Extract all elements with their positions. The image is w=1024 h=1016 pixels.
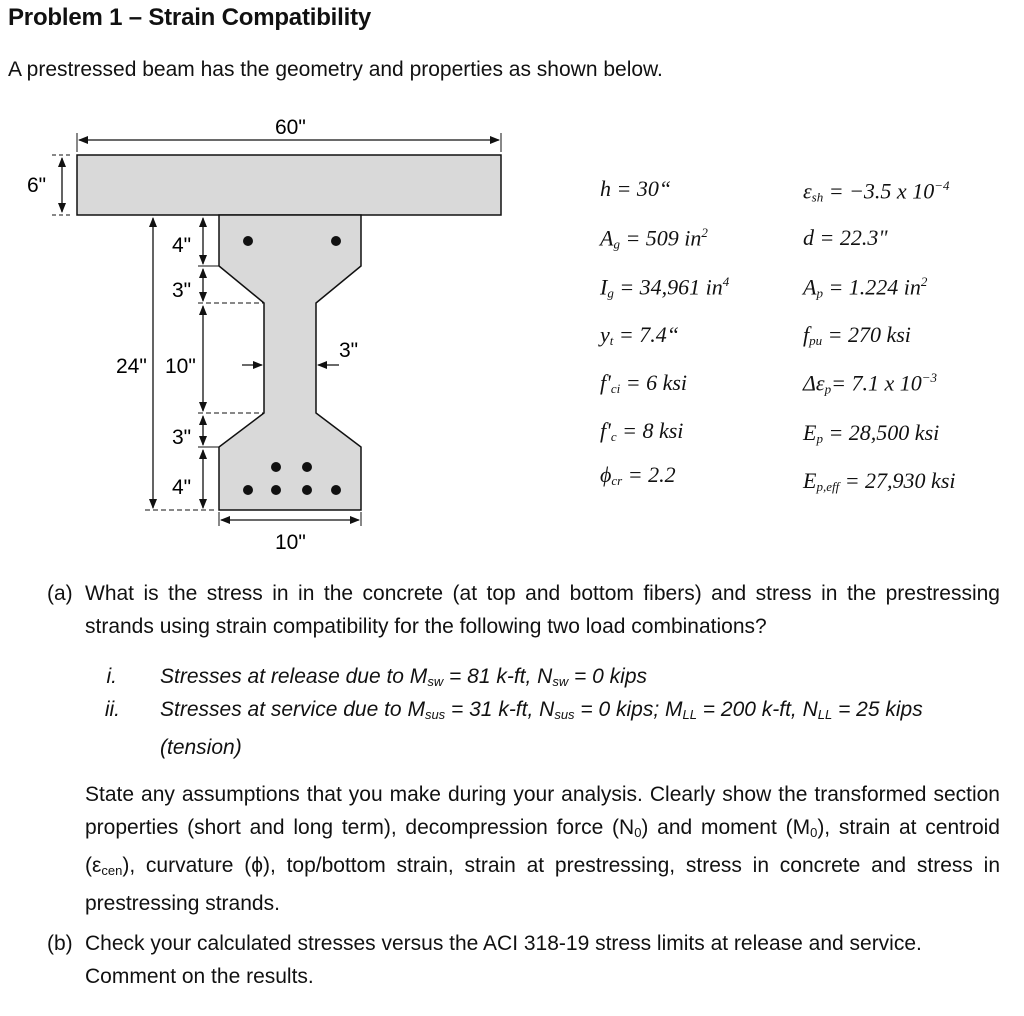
load-combination-item <box>0 693 1024 759</box>
dim-label-flange: 6" <box>27 174 47 197</box>
prop-Ig: $I_g = 34,961$ $in^4$ <box>600 274 730 301</box>
problem-title: Problem 1 – Strain Compatibility <box>8 4 372 31</box>
beam-cross-section-figure <box>0 105 560 560</box>
part-a-label: (a) <box>47 582 73 605</box>
prop-phi-cr: $\phi_{cr} = 2.2$ <box>600 462 676 488</box>
part-b-text: Check your calculated stresses versus the ACI 318-19 stress limits at release and service. Comment on the results. <box>85 932 922 988</box>
item-text: Stresses at service due to $M_{sus} = 31$ k-ft, $N_{sus} = 0$ kips; $M_{LL} = 200$ k-ft, $N_{LL} = 25$ kips (tension) <box>160 698 923 759</box>
dim-label-4-top: 4" <box>172 234 192 257</box>
strand <box>243 485 253 495</box>
item-number: i. <box>106 665 117 688</box>
prop-fc: $f'_c = 8$ ksi <box>600 418 684 444</box>
strand <box>271 462 281 472</box>
strand <box>271 485 281 495</box>
strand <box>302 485 312 495</box>
load-combination-item <box>0 660 1024 693</box>
prop-d: d = 22.3" <box>803 225 888 250</box>
strand <box>243 236 253 246</box>
strand <box>331 236 341 246</box>
dim-label-bottom-width: 10" <box>275 531 306 554</box>
dim-label-web-width: 3" <box>339 339 359 362</box>
prop-delta-ep: $\Delta\varepsilon_p= 7.1$ x $10^{-3}$ <box>803 370 937 397</box>
question-part-b <box>0 927 1024 997</box>
prop-esh: $\varepsilon_{sh} = -3.5$ x $10^{-4}$ <box>803 178 950 205</box>
prop-fci: $f'_{ci} = 6$ ksi <box>600 370 688 396</box>
item-text: Stresses at release due to $M_{sw} = 81$ k-ft, $N_{sw} = 0$ kips <box>160 665 648 689</box>
beam-flange <box>77 155 501 215</box>
prop-Ep: $E_p = 28,500$ ksi <box>803 420 940 446</box>
strand <box>331 485 341 495</box>
part-b-label: (b) <box>47 932 73 955</box>
beam-web-and-bulb <box>219 215 361 510</box>
dim-label-3-bot: 3" <box>172 426 192 449</box>
strand <box>302 462 312 472</box>
dim-label-10-web: 10" <box>165 355 196 378</box>
dim-label-3-top: 3" <box>172 279 192 302</box>
dim-label-top-width: 60" <box>275 116 306 139</box>
prop-yt: $y_t$ = 7.4“ <box>600 322 679 348</box>
assumptions-paragraph: State any assumptions that you make during your analysis. Clearly show the transformed section properties (short and long term), decompression force $(N_0)$ and moment $(M_0)$, strain at centroid $(\varepsilon_{cen})$, curvature (ϕ), top/bottom strain, strain at prestressing, stress in concrete and stress in prestressing strands. <box>85 783 1000 915</box>
prop-Ap: $A_p = 1.224$ $in^2$ <box>803 274 928 301</box>
dim-label-4-bot: 4" <box>172 476 192 499</box>
problem-intro: A prestressed beam has the geometry and properties as shown below. <box>8 58 663 81</box>
prop-h: h = 30“ <box>600 176 672 201</box>
prop-fpu: $f_{pu} = 270$ ksi <box>803 322 911 348</box>
question-part-a <box>0 577 1024 647</box>
dim-label-24: 24" <box>116 355 147 378</box>
prop-Ep-eff: $E_{p,eff} = 27,930$ ksi <box>803 468 956 494</box>
part-a-text: What is the stress in in the concrete (at top and bottom fibers) and stress in the prestressing strands using strain compatibility for the following two load combinations? <box>85 582 1000 638</box>
prop-Ag: $A_g = 509$ $in^2$ <box>600 225 708 252</box>
item-number: ii. <box>104 698 120 721</box>
